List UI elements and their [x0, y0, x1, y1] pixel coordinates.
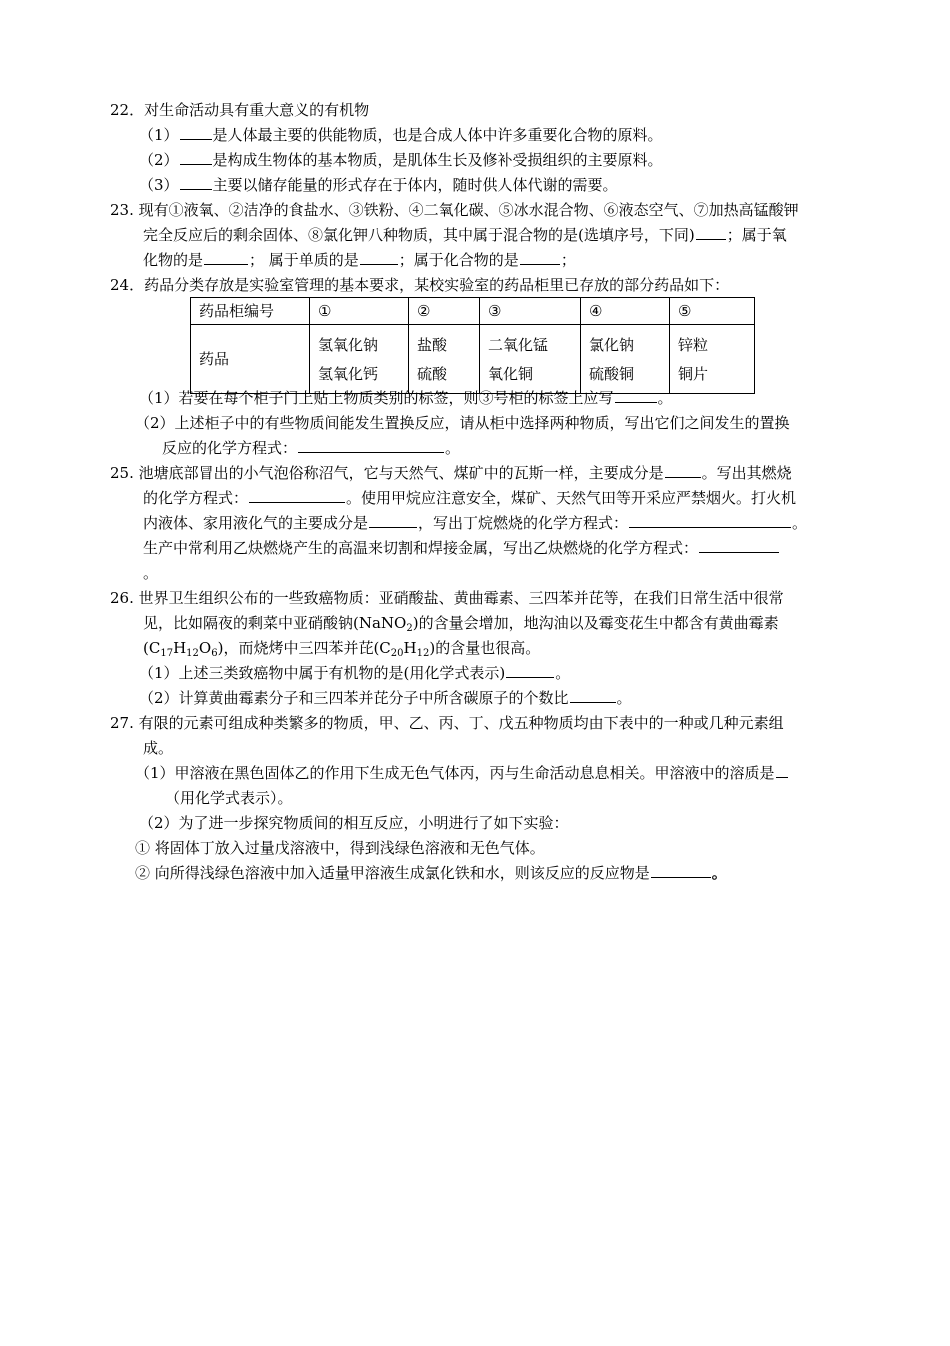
- q24-part1: [139, 388, 673, 408]
- q25-line2: [143, 488, 796, 508]
- cabinet-item: 氯化钠: [589, 336, 635, 354]
- table-header-row: [191, 298, 755, 325]
- q25-line2-text: 。使用甲烷应注意安全，煤矿、天然气田等开采应严禁烟火。打火机: [346, 489, 797, 507]
- q22-part1-prefix: （1）: [139, 126, 179, 144]
- q24-equation-blank[interactable]: [298, 438, 444, 453]
- q26-subscript: 17: [160, 648, 174, 659]
- q27-reactants-blank[interactable]: [651, 863, 711, 878]
- q22-part2-prefix: （2）: [139, 151, 179, 169]
- q26-formula-part: )，而烧烤中三四苯并芘(C: [217, 639, 391, 657]
- q24-part1-end: 。: [657, 389, 673, 407]
- cabinet-item: 氢氧化钙: [318, 365, 379, 383]
- q23-line3: [143, 250, 576, 270]
- q27-part1-line1: [135, 763, 789, 783]
- q25-methane-equation-blank[interactable]: [249, 488, 345, 503]
- q23-element-blank[interactable]: [360, 250, 398, 265]
- q26-part1: [139, 663, 570, 683]
- q22-stem: 22．对生命活动具有重大意义的有机物: [110, 101, 370, 119]
- q26-ratio-blank[interactable]: [570, 688, 616, 703]
- cabinet-id: ②: [409, 298, 480, 325]
- cabinet-items: [310, 325, 409, 394]
- q23-element-label: ； 属于单质的是: [249, 251, 359, 269]
- q23-oxide-blank[interactable]: [204, 250, 248, 265]
- q25-component-blank[interactable]: [665, 463, 701, 478]
- q26-subscript: 2: [406, 623, 413, 634]
- q25-line3-label: 内液体、家用液化气的主要成分是: [143, 514, 369, 532]
- table-header-label: 药品柜编号: [191, 298, 310, 325]
- q27-step2-end: 。: [711, 864, 727, 882]
- q24-part2-line2: [162, 438, 460, 458]
- cabinet-item: 盐酸: [417, 336, 448, 354]
- q25-line2-label: 的化学方程式：: [143, 489, 249, 507]
- q25-line3: [143, 513, 807, 533]
- q27-step1: ① 将固体丁放入过量戊溶液中，得到浅绿色溶液和无色气体。: [135, 839, 545, 857]
- q22-part3: [139, 175, 618, 195]
- q27-line1: 27. 有限的元素可组成种类繁多的物质，甲、乙、丙、丁、戊五种物质均由下表中的一种或几种元素组: [110, 714, 784, 732]
- cabinet-item: 氧化铜: [488, 365, 534, 383]
- q27-part2: （2）为了进一步探究物质间的相互反应，小明进行了如下实验：: [139, 814, 569, 832]
- q23-mixture-blank[interactable]: [696, 225, 726, 240]
- q22-part2-text: 是构成生物体的基本物质，是肌体生长及修补受损组织的主要原料。: [212, 151, 663, 169]
- cabinet-items: [670, 325, 755, 394]
- q26-subscript: 20: [390, 648, 404, 659]
- q24-label-blank[interactable]: [615, 388, 657, 403]
- q26-line2: [143, 613, 779, 633]
- q26-part2-text: （2）计算黄曲霉素分子和三四苯并芘分子中所含碳原子的个数比: [139, 689, 569, 707]
- q27-part1-line2: （用化学式表示）。: [165, 789, 293, 807]
- q26-formula-part: H: [403, 639, 417, 657]
- q27-part1-text: （1）甲溶液在黑色固体乙的作用下生成无色气体丙，丙与生命活动息息相关。甲溶液中的溶质是: [135, 764, 775, 782]
- q23-oxide-label: 化物的是: [143, 251, 204, 269]
- q23-compound-label: ；属于化合物的是: [398, 251, 519, 269]
- q24-part1-text: （1）若要在每个柜子门上贴上物质类别的标签，则③号柜的标签上应写: [139, 389, 614, 407]
- q27-step2-text: ② 向所得浅绿色溶液中加入适量甲溶液生成氯化铁和水，则该反应的反应物是: [135, 864, 650, 882]
- q26-subscript: 12: [416, 648, 430, 659]
- q24-part2-text: 反应的化学方程式：: [162, 439, 298, 457]
- q25-butane-equation-blank[interactable]: [629, 513, 791, 528]
- q25-butane-label: ，写出丁烷燃烧的化学方程式：: [418, 514, 629, 532]
- q23-line1: 23. 现有①液氧、②洁净的食盐水、③铁粉、④二氧化碳、⑤冰水混合物、⑥液态空气、⑦加热高锰酸钾: [110, 201, 799, 219]
- q25-acetylene-equation-blank[interactable]: [699, 538, 779, 553]
- q25-lpg-blank[interactable]: [369, 513, 417, 528]
- cabinet-id: ③: [480, 298, 581, 325]
- cabinet-items: [581, 325, 670, 394]
- cabinet-item: 氢氧化钠: [318, 336, 379, 354]
- q22-part3-text: 主要以储存能量的形式存在于体内，随时供人体代谢的需要。: [212, 176, 618, 194]
- q22-part2-blank[interactable]: [180, 150, 212, 165]
- q27-step2: [135, 863, 727, 883]
- cabinet-item: 铜片: [678, 365, 709, 383]
- q22-part3-prefix: （3）: [139, 176, 179, 194]
- cabinet-item: 二氧化锰: [488, 336, 549, 354]
- cabinet-id: ⑤: [670, 298, 755, 325]
- q25-line5: 。: [143, 564, 159, 582]
- q26-line2-a: 见，比如隔夜的剩菜中亚硝酸钠(NaNO: [143, 614, 407, 632]
- q22-part3-blank[interactable]: [180, 175, 212, 190]
- q22-part2: [139, 150, 663, 170]
- q26-formula-part: O: [198, 639, 212, 657]
- medicine-cabinet-table: [190, 297, 755, 394]
- q25-line3-end: 。: [792, 514, 808, 532]
- q23-line3-end: ；: [560, 251, 576, 269]
- cabinet-item: 硫酸: [417, 365, 448, 383]
- q25-line1-end: 。写出其燃烧: [701, 464, 792, 482]
- q23-line2-end: ；属于氧: [726, 226, 787, 244]
- q26-part2: [139, 688, 632, 708]
- q26-formula-part: H: [173, 639, 187, 657]
- q26-line1: 26. 世界卫生组织公布的一些致癌物质：亚硝酸盐、黄曲霉素、三四苯并芘等，在我们日常生活中很常: [110, 589, 784, 607]
- q27-line2: 成。: [143, 739, 174, 757]
- q23-line2: [143, 225, 787, 245]
- q24-part2-line1: （2）上述柜子中的有些物质间能发生置换反应，请从柜中选择两种物质，写出它们之间发生的置换: [135, 414, 790, 432]
- q24-part2-end: 。: [445, 439, 461, 457]
- table-row-label: 药品: [191, 325, 310, 394]
- q25-line1: [110, 463, 792, 483]
- q27-solute-blank[interactable]: [776, 763, 788, 778]
- q26-organic-blank[interactable]: [506, 663, 554, 678]
- cabinet-id: ①: [310, 298, 409, 325]
- q24-stem: 24．药品分类存放是实验室管理的基本要求，某校实验室的药品柜里已存放的部分药品如下：: [110, 276, 730, 294]
- q25-line1-text: 25. 池塘底部冒出的小气泡俗称沼气，它与天然气、煤矿中的瓦斯一样，主要成分是: [110, 464, 664, 482]
- q26-formula-part: )的含量也很高。: [429, 639, 541, 657]
- q26-formula-part: (C: [143, 639, 161, 657]
- cabinet-item: 硫酸铜: [589, 365, 635, 383]
- q23-compound-blank[interactable]: [520, 250, 560, 265]
- q22-part1-blank[interactable]: [180, 125, 212, 140]
- cabinet-items: [480, 325, 581, 394]
- q26-line3: [143, 638, 540, 658]
- q25-line4: [143, 538, 780, 558]
- q26-subscript: 12: [186, 648, 199, 659]
- cabinet-id: ④: [581, 298, 670, 325]
- q25-line4-text: 生产中常利用乙炔燃烧产生的高温来切割和焊接金属，写出乙炔燃烧的化学方程式：: [143, 539, 699, 557]
- table-row: [191, 325, 755, 394]
- q22-part1: [139, 125, 663, 145]
- q26-part1-text: （1）上述三类致癌物中属于有机物的是(用化学式表示): [139, 664, 506, 682]
- cabinet-item: 锌粒: [678, 336, 709, 354]
- q26-part1-end: 。: [555, 664, 571, 682]
- q23-line2-text: 完全反应后的剩余固体、⑧氯化钾八种物质，其中属于混合物的是(选填序号，下同): [143, 226, 695, 244]
- q26-line2-b: )的含量会增加，地沟油以及霉变花生中都含有黄曲霉素: [412, 614, 779, 632]
- q26-part2-end: 。: [616, 689, 632, 707]
- q26-subscript: 6: [211, 648, 218, 659]
- cabinet-items: [409, 325, 480, 394]
- q22-part1-text: 是人体最主要的供能物质，也是合成人体中许多重要化合物的原料。: [212, 126, 663, 144]
